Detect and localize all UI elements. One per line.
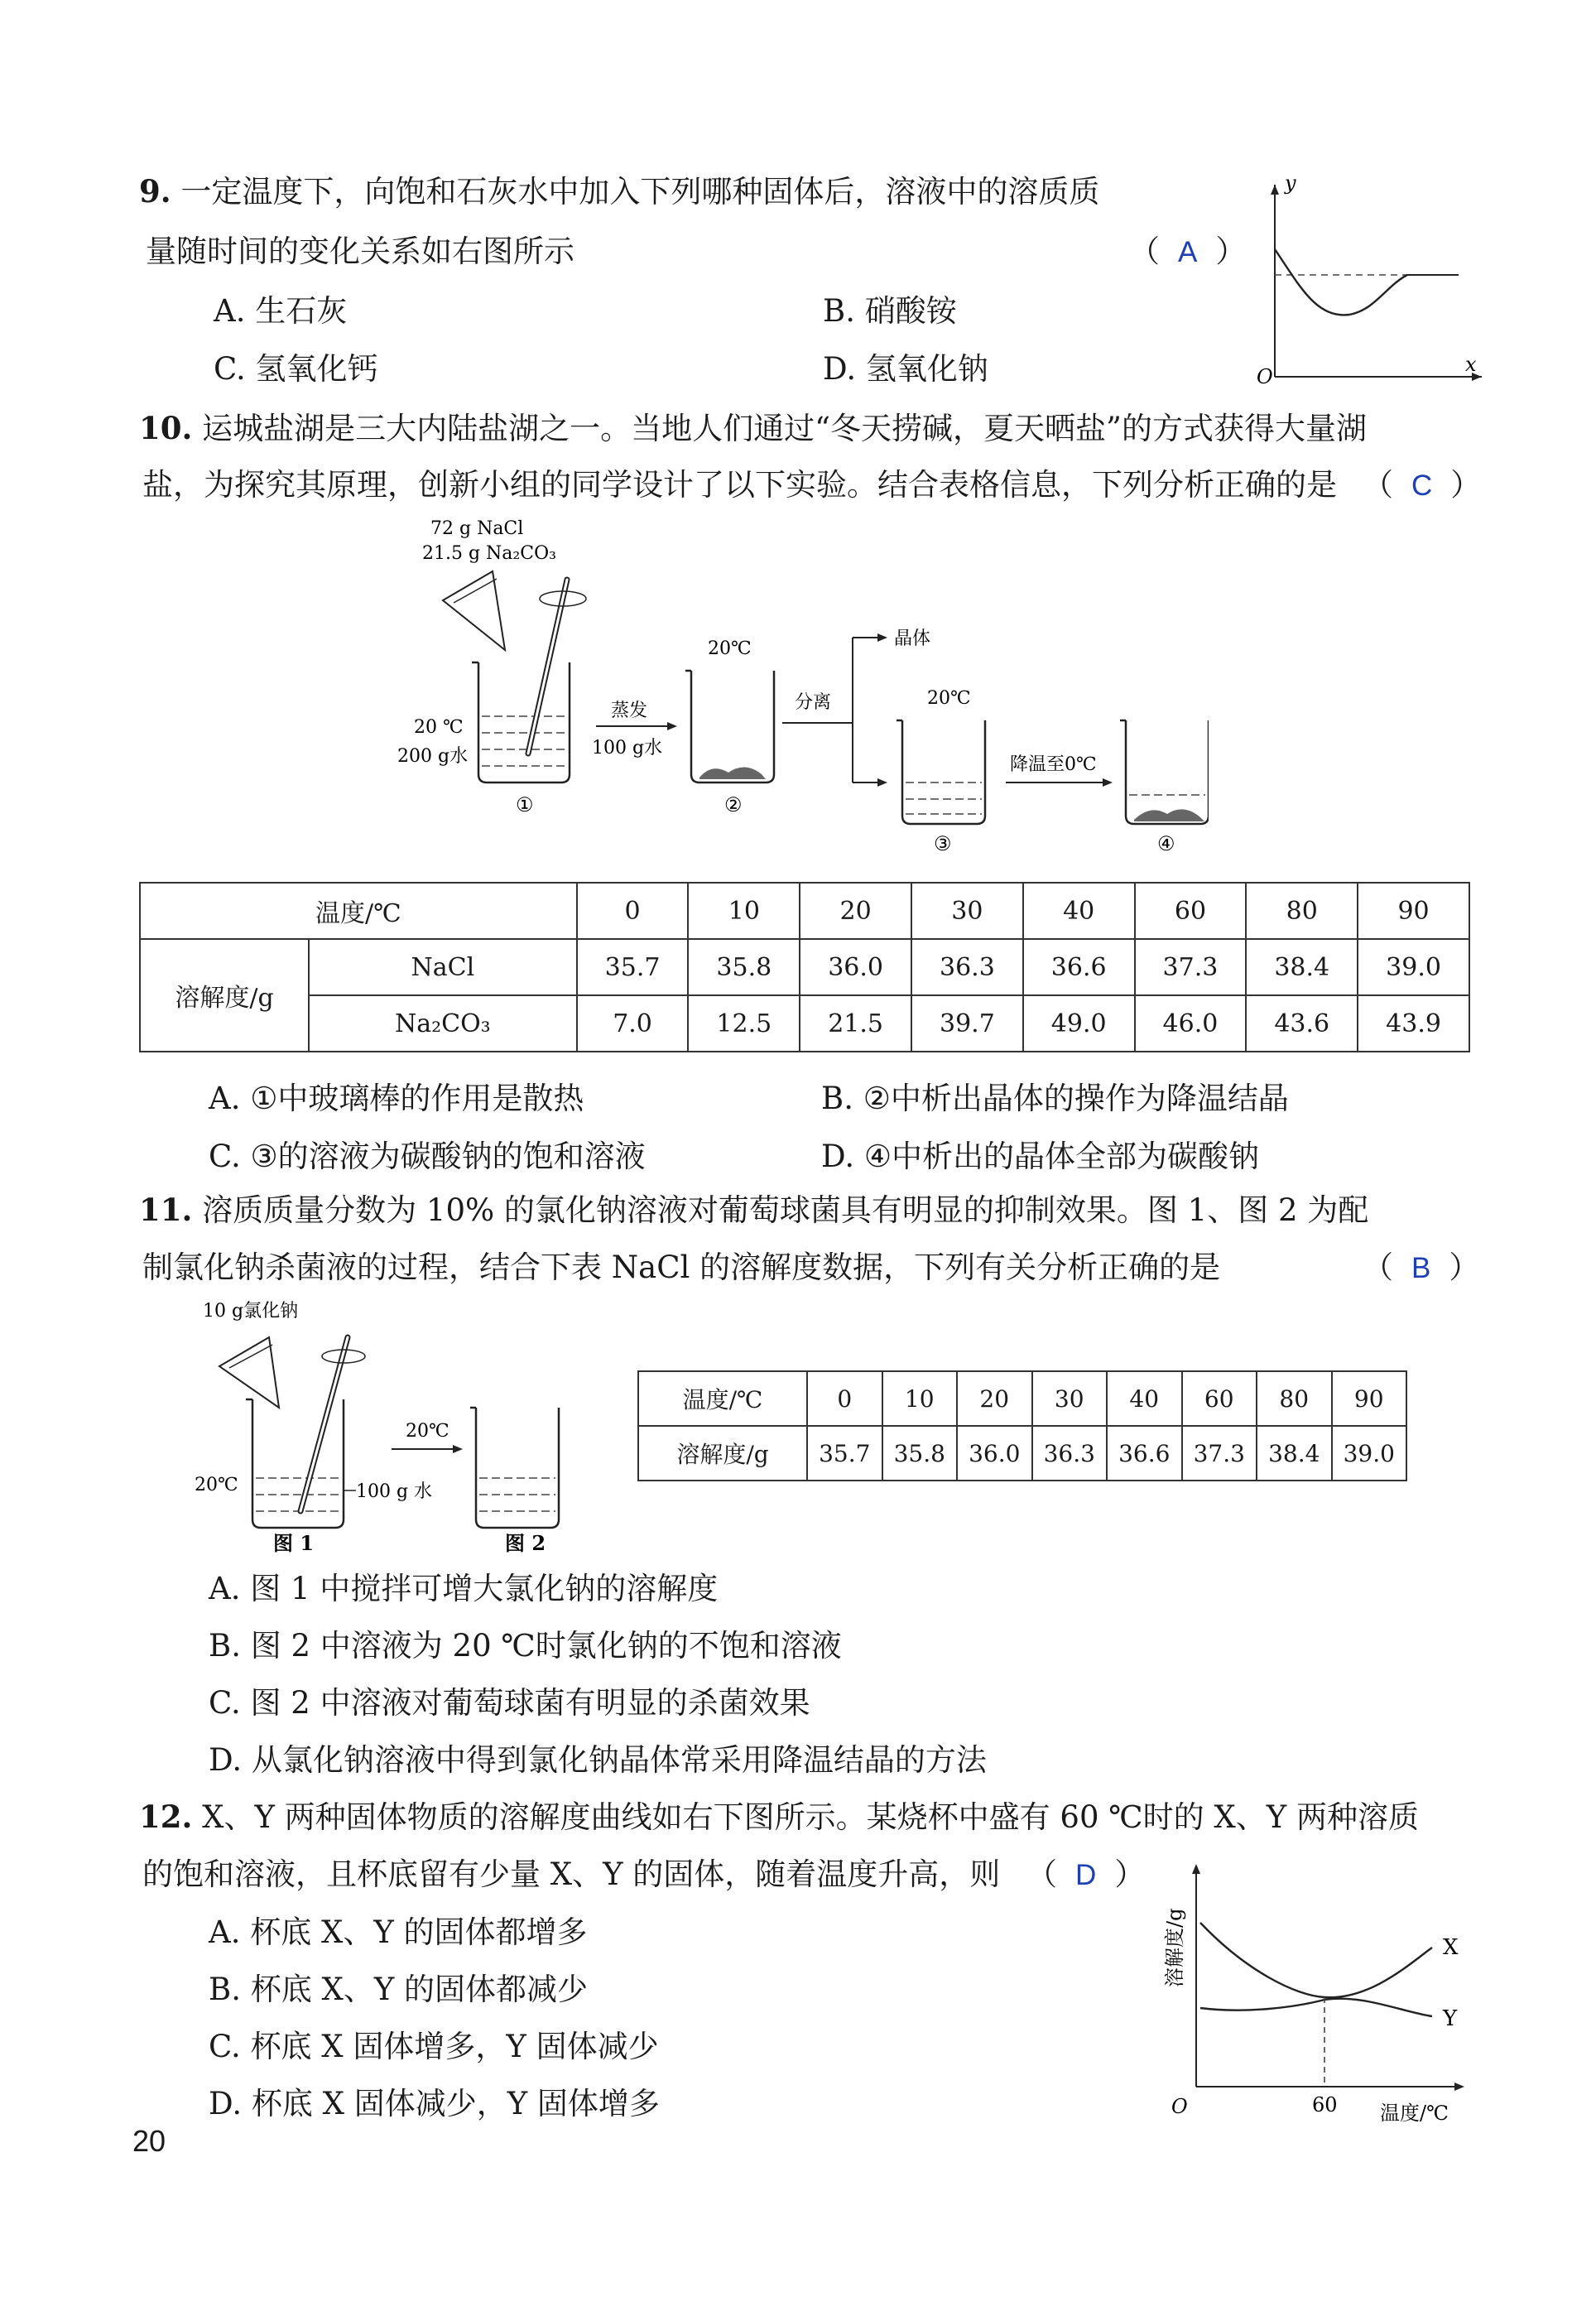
q9-number: 9. xyxy=(139,173,171,209)
q10-value-cell: 7.0 xyxy=(577,995,689,1052)
q10-answer: （ C ） xyxy=(1363,467,1482,503)
q10-stem-1: 运城盐湖是三大内陆盐湖之一。当地人们通过“冬天捞碱，夏天晒盐”的方式获得大量湖 xyxy=(202,411,1367,446)
q9-graph-y-label: y xyxy=(1285,171,1296,195)
q10-step-separate: 分离 xyxy=(795,692,832,713)
q10-stem-2: 盐，为探究其原理，创新小组的同学设计了以下实验。结合表格信息，下列分析正确的是 xyxy=(142,467,1337,503)
q10-diagram xyxy=(381,509,1209,857)
q10-temp-3: 20℃ xyxy=(927,688,971,709)
q9-answer-text: A xyxy=(1178,236,1198,268)
q10-substance-nacl: NaCl xyxy=(309,939,577,995)
q9-graph xyxy=(1242,170,1490,393)
q10-temp-cell: 30 xyxy=(911,883,1023,939)
q10-value-cell: 43.6 xyxy=(1246,995,1358,1052)
q11-add-nacl: 10 g氯化钠 xyxy=(203,1301,299,1322)
q11-option-d: D. 从氯化钠溶液中得到氯化钠晶体常采用降温结晶的方法 xyxy=(209,1742,987,1778)
q10-crystals-2 xyxy=(699,767,766,779)
q12-curve-x xyxy=(1200,1923,1432,1997)
q11-water: 100 g 水 xyxy=(356,1481,433,1502)
q10-label-3: ③ xyxy=(934,832,952,855)
q12-graph-y-label: 溶解度/g xyxy=(1163,1908,1186,1987)
q11-stem-1: 溶质质量分数为 10% 的氯化钠溶液对葡萄球菌具有明显的抑制效果。图 1、图 2 为配 xyxy=(202,1192,1369,1228)
q10-line2 xyxy=(142,457,1337,513)
q10-substance-na2co3: Na₂CO₃ xyxy=(309,995,577,1052)
q10-add-nacl: 72 g NaCl xyxy=(430,518,524,539)
q10-value-cell: 35.7 xyxy=(577,939,689,995)
q9-option-d: D. 氢氧化钠 xyxy=(823,351,988,387)
q10-value-cell: 12.5 xyxy=(688,995,800,1052)
q12-curve-x-label: X xyxy=(1443,1935,1459,1960)
q9-answer: （ A ） xyxy=(1129,234,1247,269)
q10-temp-cell: 10 xyxy=(688,883,800,939)
q11-beaker-2 xyxy=(476,1408,559,1528)
q12-graph-x-label: 温度/℃ xyxy=(1380,2102,1449,2125)
q10-step-evaporate: 蒸发 xyxy=(611,701,648,721)
q11-option-a: A. 图 1 中搅拌可增大氯化钠的溶解度 xyxy=(209,1571,719,1606)
q10-paper-icon xyxy=(443,571,505,650)
q11-stem-2: 制氯化钠杀菌液的过程，结合下表 NaCl 的溶解度数据，下列有关分析正确的是 xyxy=(142,1250,1221,1285)
q12-curve-y xyxy=(1200,1999,1432,2016)
q12-option-b: B. 杯底 X、Y 的固体都减少 xyxy=(209,1972,589,2007)
q10-header-label: 温度/℃ xyxy=(140,883,577,939)
q10-value-cell: 39.7 xyxy=(911,995,1023,1052)
q11-value-cell: 38.4 xyxy=(1257,1426,1332,1481)
q12-graph xyxy=(1155,1855,1486,2128)
q10-step-cool: 降温至0℃ xyxy=(1010,754,1097,775)
q11-value-cell: 36.0 xyxy=(957,1426,1032,1481)
q10-crystal-label: 晶体 xyxy=(894,628,931,649)
q10-label-1: ① xyxy=(516,793,534,816)
q12-stem-1: X、Y 两种固体物质的溶解度曲线如右下图所示。某烧杯中盛有 60 ℃时的 X、Y 两种溶质 xyxy=(202,1799,1419,1835)
q11-answer: （ B ） xyxy=(1363,1250,1480,1285)
q9-option-c: C. 氢氧化钙 xyxy=(214,351,378,387)
q11-value-cell: 37.3 xyxy=(1182,1426,1257,1481)
page-number: 20 xyxy=(132,2124,166,2158)
q10-temp-2: 20℃ xyxy=(708,638,752,659)
q10-label-2: ② xyxy=(724,793,743,816)
q11-number: 11. xyxy=(139,1192,193,1228)
q11-line2 xyxy=(142,1240,1220,1296)
q11-temp-cell: 80 xyxy=(1257,1371,1332,1426)
q11-paper-icon xyxy=(219,1337,279,1408)
q12-line2 xyxy=(142,1847,1000,1903)
q10-temp-cell: 60 xyxy=(1135,883,1247,939)
q11-temp-cell: 60 xyxy=(1182,1371,1257,1426)
q12-answer: （ D ） xyxy=(1026,1856,1146,1892)
q10-option-d: D. ④中析出的晶体全部为碳酸钠 xyxy=(821,1139,1260,1174)
q10-temp-cell: 80 xyxy=(1246,883,1358,939)
q11-temp-cell: 90 xyxy=(1332,1371,1407,1426)
q11-row2-label: 溶解度/g xyxy=(638,1426,807,1481)
q11-fig1-label: 图 1 xyxy=(273,1531,315,1555)
q11-row1-label: 温度/℃ xyxy=(638,1371,807,1426)
q10-option-c: C. ③的溶液为碳酸钠的饱和溶液 xyxy=(209,1139,646,1174)
q11-value-cell: 35.7 xyxy=(807,1426,882,1481)
q10-value-cell: 36.0 xyxy=(800,939,911,995)
q10-value-cell: 38.4 xyxy=(1246,939,1358,995)
q11-option-b: B. 图 2 中溶液为 20 ℃时氯化钠的不饱和溶液 xyxy=(209,1628,842,1664)
q10-value-cell: 43.9 xyxy=(1358,995,1469,1052)
q10-line1 xyxy=(139,400,1367,457)
q9-line1 xyxy=(139,163,1099,220)
q12-graph-tick-60: 60 xyxy=(1312,2093,1338,2116)
q10-step-water: 100 g水 xyxy=(592,738,663,758)
q10-answer-text: C xyxy=(1411,469,1433,502)
q10-beaker-4 xyxy=(1126,720,1209,824)
q12-graph-origin: O xyxy=(1171,2095,1188,2118)
table-row xyxy=(140,939,1469,995)
q10-number: 10. xyxy=(139,410,193,446)
table-row xyxy=(638,1371,1406,1426)
q9-option-a: A. 生石灰 xyxy=(214,293,348,329)
q10-water-1: 200 g水 xyxy=(397,746,469,767)
q12-option-c: C. 杯底 X 固体增多，Y 固体减少 xyxy=(209,2029,659,2064)
q10-value-cell: 36.3 xyxy=(911,939,1023,995)
q11-option-c: C. 图 2 中溶液对葡萄球菌有明显的杀菌效果 xyxy=(209,1685,810,1721)
q9-stem-1: 一定温度下，向饱和石灰水中加入下列哪种固体后，溶液中的溶质质 xyxy=(180,174,1100,209)
q10-beaker-2 xyxy=(691,671,774,782)
q11-value-cell: 39.0 xyxy=(1332,1426,1407,1481)
q10-value-cell: 46.0 xyxy=(1135,995,1247,1052)
q10-temp-cell: 0 xyxy=(577,883,689,939)
q10-value-cell: 49.0 xyxy=(1023,995,1135,1052)
q12-line1 xyxy=(139,1789,1419,1846)
q11-value-cell: 36.3 xyxy=(1032,1426,1108,1481)
q10-value-cell: 37.3 xyxy=(1135,939,1247,995)
q11-answer-text: B xyxy=(1411,1252,1431,1284)
q9-curve xyxy=(1275,249,1407,315)
q9-stem-2: 量随时间的变化关系如右图所示 xyxy=(146,234,574,269)
q10-value-cell: 35.8 xyxy=(688,939,800,995)
q10-temp-1: 20 ℃ xyxy=(414,717,464,738)
q10-option-a: A. ①中玻璃棒的作用是散热 xyxy=(209,1081,584,1116)
q10-crystals-4 xyxy=(1134,809,1204,821)
q10-row-label: 溶解度/g xyxy=(140,939,309,1052)
q11-diagram xyxy=(186,1292,617,1557)
table-row xyxy=(638,1426,1406,1481)
q9-line2 xyxy=(146,224,574,280)
q10-temp-cell: 40 xyxy=(1023,883,1135,939)
q10-solubility-table xyxy=(139,882,1470,1052)
q11-temp-cell: 0 xyxy=(807,1371,882,1426)
q11-line1 xyxy=(139,1182,1368,1239)
q10-value-cell: 39.0 xyxy=(1358,939,1469,995)
table-row xyxy=(140,995,1469,1052)
q11-temp: 20℃ xyxy=(195,1475,238,1495)
q10-label-4: ④ xyxy=(1157,832,1175,855)
q11-temp-cell: 30 xyxy=(1032,1371,1108,1426)
q10-beaker-3 xyxy=(902,720,985,824)
q11-beaker-1 xyxy=(252,1399,344,1528)
q11-temp-cell: 20 xyxy=(957,1371,1032,1426)
q11-temp-cell: 40 xyxy=(1107,1371,1182,1426)
q10-temp-cell: 20 xyxy=(800,883,911,939)
q11-value-cell: 35.8 xyxy=(882,1426,958,1481)
q10-beaker-1 xyxy=(478,662,570,782)
q11-temp-cell: 10 xyxy=(882,1371,958,1426)
q12-answer-text: D xyxy=(1075,1859,1097,1891)
q10-add-na2co3: 21.5 g Na₂CO₃ xyxy=(422,543,556,564)
q12-curve-y-label: Y xyxy=(1443,2006,1458,2031)
q10-value-cell: 36.6 xyxy=(1023,939,1135,995)
q10-value-cell: 21.5 xyxy=(800,995,911,1052)
q10-option-b: B. ②中析出晶体的操作为降温结晶 xyxy=(821,1081,1289,1116)
q9-option-b: B. 硝酸铵 xyxy=(823,293,957,329)
q11-value-cell: 36.6 xyxy=(1107,1426,1182,1481)
q11-fig2-label: 图 2 xyxy=(505,1531,546,1555)
q9-graph-origin: O xyxy=(1257,365,1273,388)
table-row xyxy=(140,883,1469,939)
q11-solubility-table xyxy=(637,1370,1407,1481)
q12-stem-2: 的饱和溶液，且杯底留有少量 X、Y 的固体，随着温度升高，则 xyxy=(142,1856,1001,1892)
q12-number: 12. xyxy=(139,1799,193,1835)
q10-temp-cell: 90 xyxy=(1358,883,1469,939)
q12-option-d: D. 杯底 X 固体减少，Y 固体增多 xyxy=(209,2086,660,2121)
q12-option-a: A. 杯底 X、Y 的固体都增多 xyxy=(209,1914,588,1950)
q9-graph-x-label: x xyxy=(1465,353,1477,376)
q11-arrow-label: 20℃ xyxy=(406,1421,449,1442)
